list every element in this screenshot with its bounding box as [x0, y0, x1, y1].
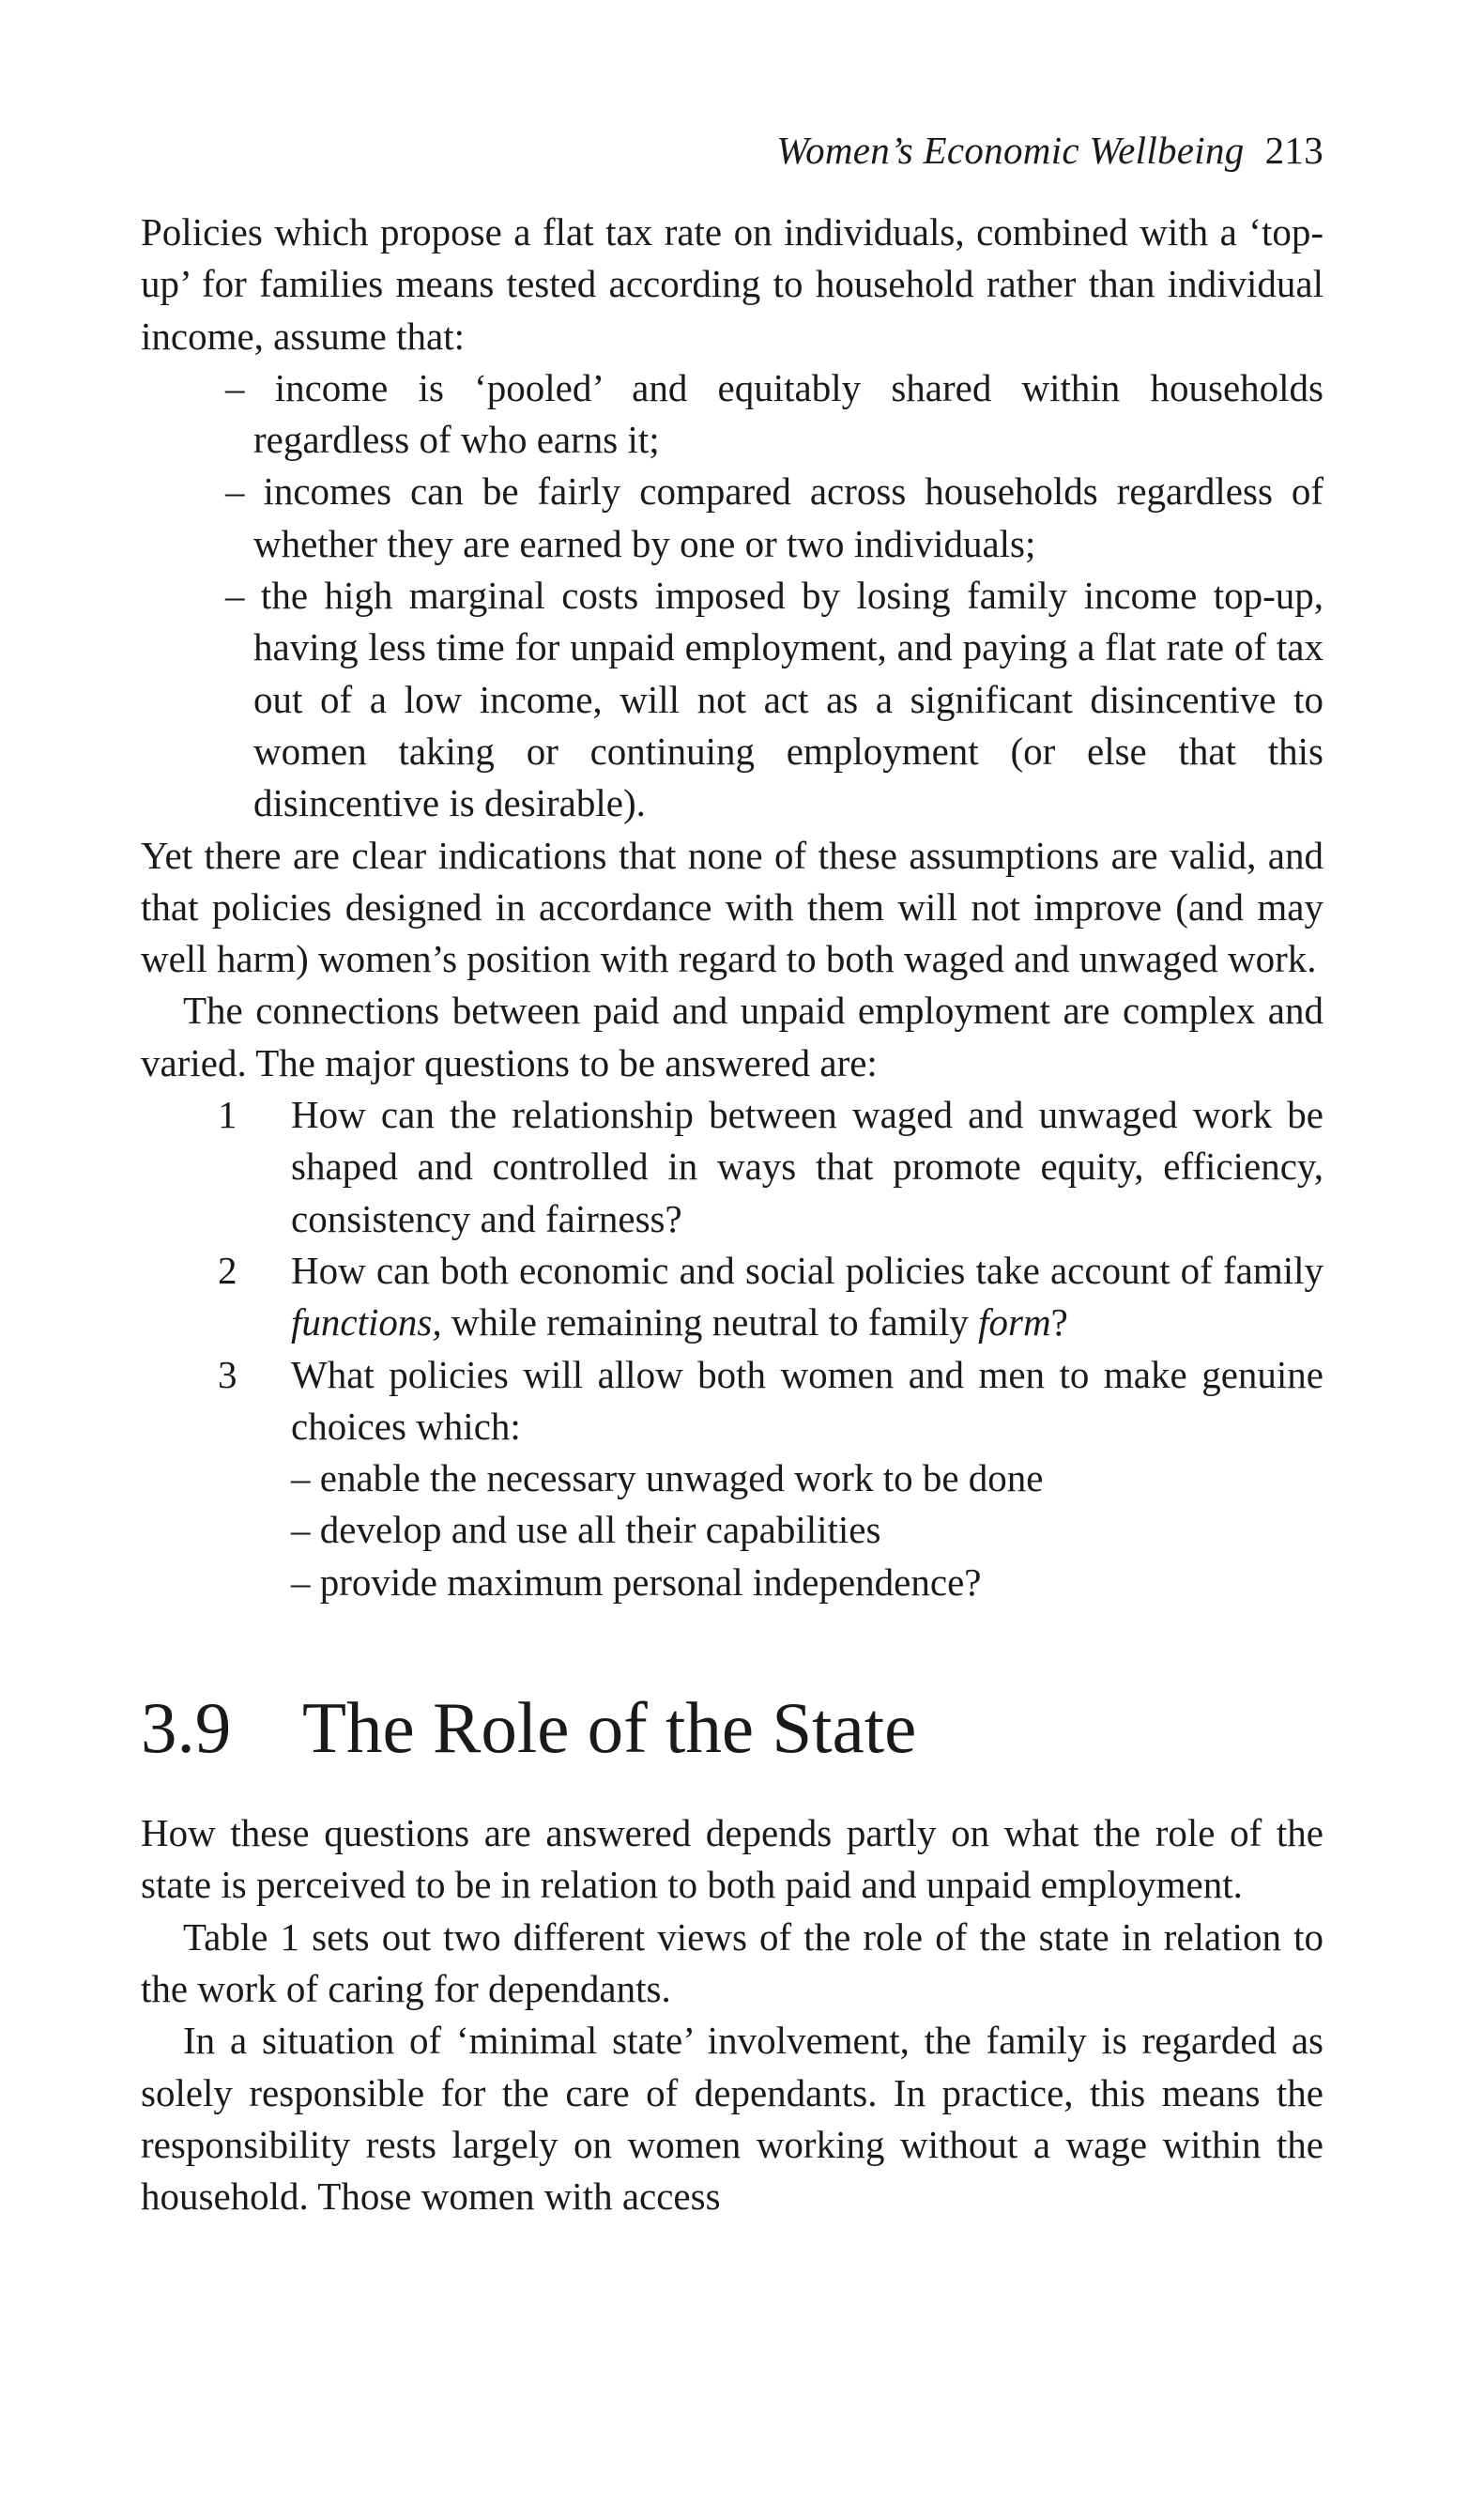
question-text-part: How can both economic and social policies take account of family: [291, 1248, 1323, 1292]
section-paragraph: Table 1 sets out two different views of the role of the state in relation to the work of caring for dependants.: [141, 1914, 1323, 2010]
question-text-part: ?: [1050, 1300, 1068, 1345]
assumption-item: – the high marginal costs imposed by losing family income top-up, having less time for unpaid employment, and paying a flat rate of tax out of a low income, will not act as a significant disincentive to women taking or continuing employment (or else that this disincentive is desirable).: [225, 574, 1323, 825]
section-heading: [141, 1685, 1323, 1770]
question-number: 2: [218, 1248, 237, 1292]
choice-item: – enable the necessary unwaged work to be done: [291, 1456, 1044, 1500]
question-item: [218, 1245, 1323, 1349]
section-title: The Role of the State: [302, 1687, 917, 1769]
question-number: 1: [218, 1093, 237, 1137]
running-head-title: Women’s Economic Wellbeing: [776, 129, 1245, 172]
choice-item: – provide maximum personal independence?: [291, 1560, 982, 1604]
question-item: [218, 1089, 1323, 1245]
running-head: [141, 122, 1323, 207]
assumptions-list: [141, 362, 1323, 830]
question-emphasis: functions,: [291, 1300, 442, 1345]
page-number: 213: [1264, 129, 1323, 172]
section-paragraph: How these questions are answered depends partly on what the role of the state is perceived to be in relation to both paid and unpaid employment.: [141, 1811, 1323, 1907]
yet-paragraph: Yet there are clear indications that none of these assumptions are valid, and that policies designed in accordance with them will not improve (and may well harm) women’s position with regard to both waged and unwaged work.: [141, 833, 1323, 981]
body-text: [141, 207, 1323, 2222]
question-text-part: while remaining neutral to family: [441, 1300, 979, 1345]
section-number: 3.9: [141, 1687, 232, 1769]
questions-list: [141, 1089, 1323, 1608]
question-text: How can the relationship between waged and unwaged work be shaped and controlled in ways that promote equity, efficiency, consistency and fairness?: [291, 1093, 1323, 1240]
assumption-item: – incomes can be fairly compared across households regardless of whether they are earned by one or two individuals;: [225, 469, 1323, 565]
assumption-item: – income is ‘pooled’ and equitably shared within households regardless of who earns it;: [225, 365, 1323, 462]
book-page: [141, 122, 1323, 2222]
question-text: What policies will allow both women and men to make genuine choices which:: [291, 1352, 1323, 1448]
connections-paragraph: The connections between paid and unpaid employment are complex and varied. The major questions to be answered are:: [141, 989, 1323, 1084]
intro-paragraph: Policies which propose a flat tax rate on individuals, combined with a ‘top-up’ for families means tested according to household rather than individual income, assume that:: [141, 210, 1323, 358]
question-item: [218, 1349, 1323, 1453]
question-number: 3: [218, 1352, 237, 1396]
choice-item: – develop and use all their capabilities: [291, 1508, 881, 1552]
question-emphasis: form: [978, 1300, 1051, 1345]
section-paragraph: In a situation of ‘minimal state’ involvement, the family is regarded as solely responsible for the care of dependants. In practice, this means the responsibility rests largely on women working without a wage within the household. Those women with access: [141, 2019, 1323, 2219]
